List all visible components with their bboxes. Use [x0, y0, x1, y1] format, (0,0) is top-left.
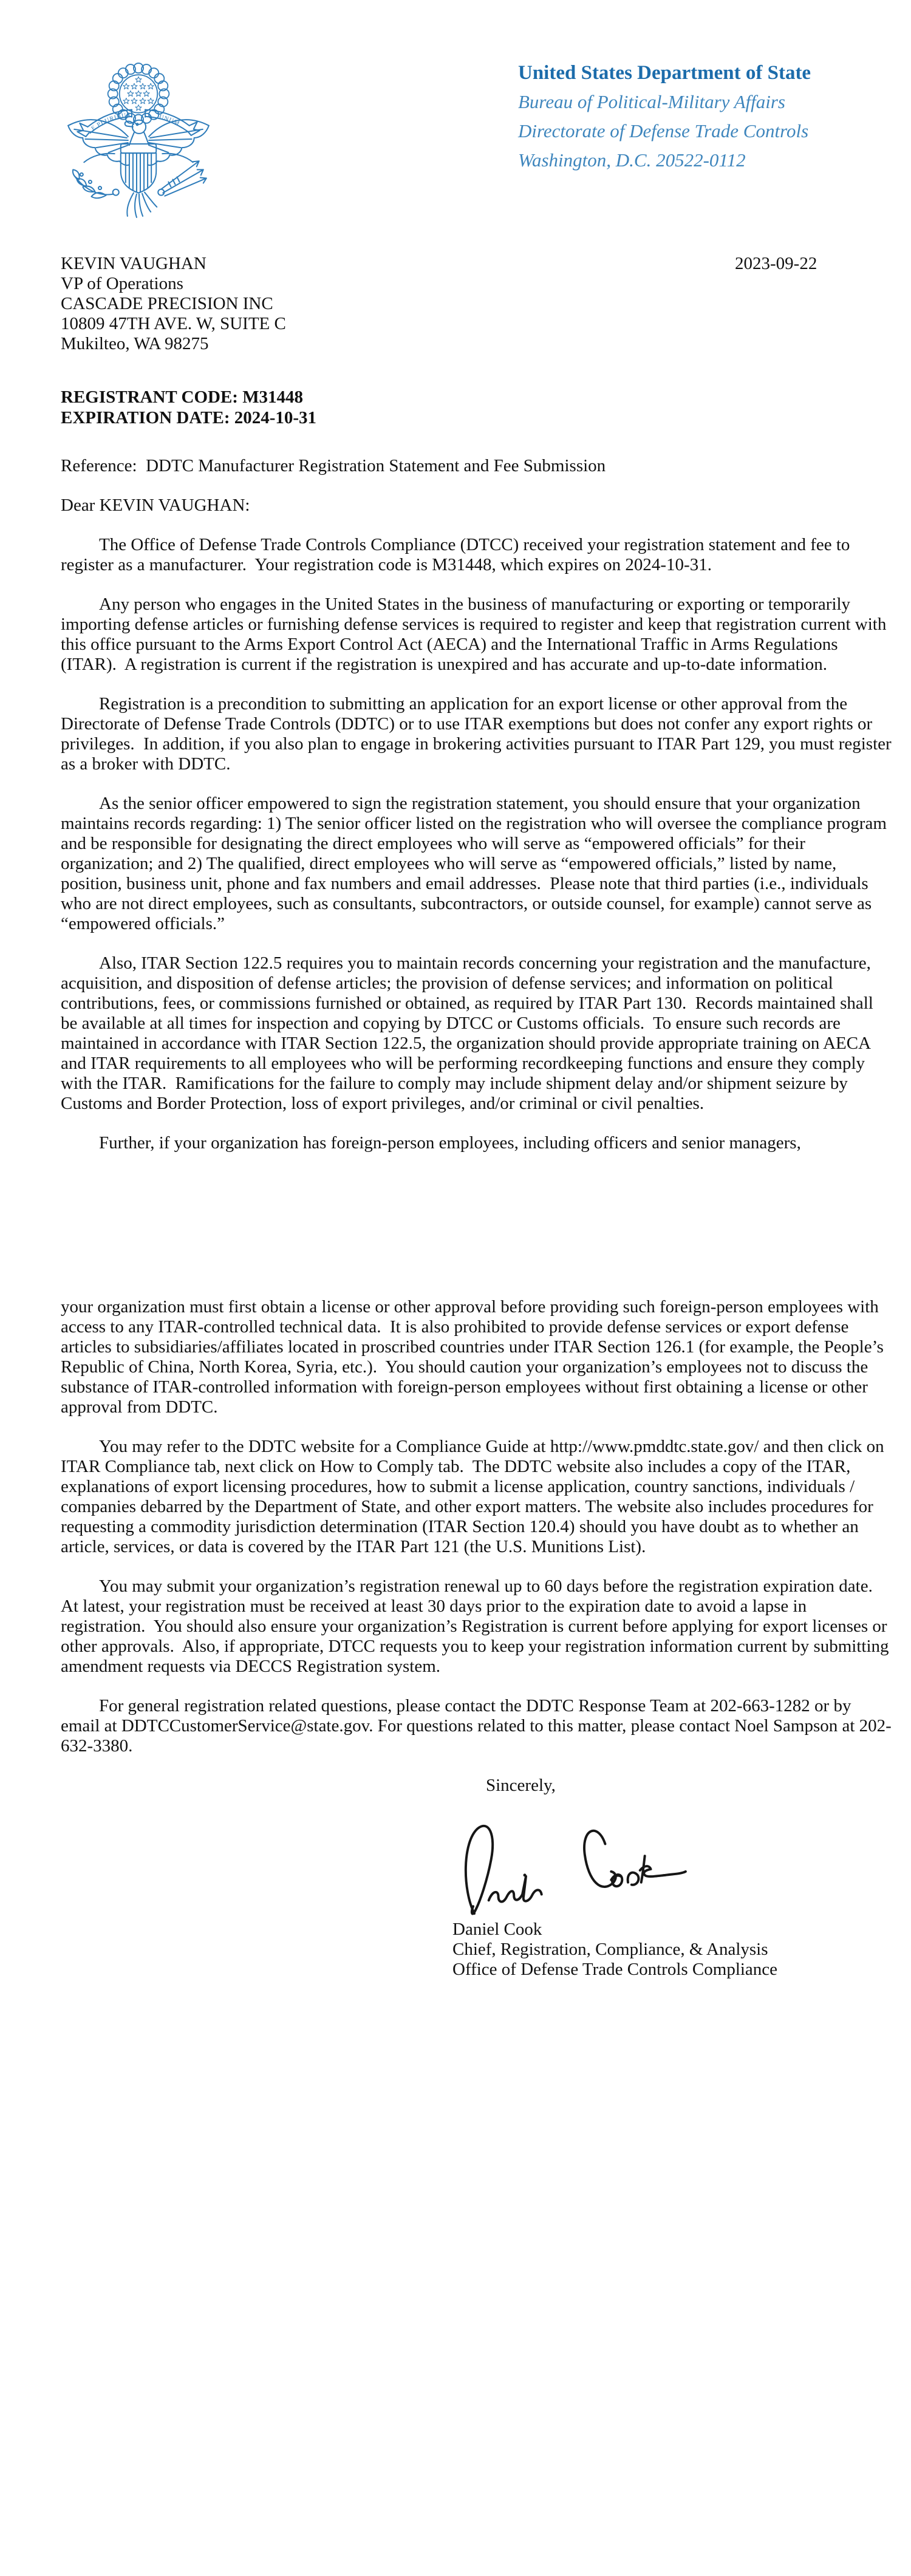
seal-shield: [121, 144, 156, 193]
letter-date: 2023-09-22: [735, 254, 817, 273]
recipient-company: CASCADE PRECISION INC: [61, 294, 273, 313]
letter-body: [61, 254, 896, 1980]
paragraph: Also, ITAR Section 122.5 requires you to maintain records concerning your registration and the manufacture, acquisition, and disposition of defense articles; the provision of defense services; and information on political contributions, fees, or commissions furnished or obtained, as required by ITAR Part 130. Records maintained shall be available at all times for inspection and copying by DTCC or Customs officials. To ensure such records are maintained in accordance with ITAR Section 122.5, the organization should provide appropriate training on AECA and ITAR requirements to all employees who will be performing recordkeeping functions and ensure they comply with the ITAR. Ramifications for the failure to comply may include shipment delay and/or shipment seizure by Customs and Border Protection, loss of export privileges, and/or criminal or civil penalties.: [61, 953, 878, 1113]
handwritten-signature-daniel-cook: [452, 1818, 701, 1920]
paragraph: You may refer to the DDTC website for a Compliance Guide at http://www.pmddtc.state.gov/ and then click on ITAR Compliance tab, next click on How to Comply tab. The DDTC website also includes a copy of the ITAR, explanations of export licensing procedures, how to submit a license application, country sanctions, individuals / companies debarred by the Department of State, and other export matters. The website also includes procedures for requesting a commodity jurisdiction determination (ITAR Section 120.4) should you have doubt as to whether an article, services, or data is covered by the ITAR Part 121 (the U.S. Munitions List).: [61, 1437, 889, 1556]
signer-office: Office of Defense Trade Controls Compliance: [452, 1960, 778, 1979]
paragraph: Registration is a precondition to submitting an application for an export license or other approval from the Directorate of Defense Trade Controls (DDTC) or to use ITAR exemptions but does not confer any export rights or privileges. In addition, if you also plan to engage in brokering activities pursuant to ITAR Part 129, you must register as a broker with DDTC.: [61, 694, 896, 774]
paragraph: The Office of Defense Trade Controls Compliance (DTCC) received your registration statement and fee to register as a manufacturer. Your registration code is M31448, which expires on 2024-10-31.: [61, 535, 855, 574]
registration-block: [61, 387, 892, 428]
signer-name: Daniel Cook: [452, 1920, 542, 1939]
expiration-date-line: EXPIRATION DATE: 2024-10-31: [61, 408, 317, 428]
closing-block: [452, 1776, 892, 1980]
paragraph: Any person who engages in the United States in the business of manufacturing or exporting or temporarily importing defense articles or furnishing defense services is required to register and keep that registration current with this office pursuant to the Arms Export Control Act (AECA) and the International Traffic in Arms Regulations (ITAR). A registration is current if the registration is unexpired and has accurate and up-to-date information.: [61, 595, 891, 674]
seal-motto-left: E PLURIBUS: [90, 111, 131, 132]
recipient-title: VP of Operations: [61, 274, 183, 293]
paragraph: For general registration related questions, please contact the DDTC Response Team at 202-663-1282 or by email at DDTCCustomerService@state.gov. For questions related to this matter, please contact Noel Sampson at 202-632-3380.: [61, 1696, 892, 1756]
seal-motto-right: UNUM: [158, 114, 181, 128]
paragraph-continuation: your organization must first obtain a license or other approval before providing such foreign-person employees with access to any ITAR-controlled technical data. It is also prohibited to provide defense services or export defense articles to subsidiaries/affiliates located in proscribed countries under ITAR Section 126.1 (for example, the People’s Republic of China, North Korea, Syria, etc.). You should caution your organization’s employees not to discuss the substance of ITAR-controlled information with foreign-person employees without first obtaining a license or other approval from DDTC.: [61, 1297, 889, 1417]
letterhead: [518, 58, 811, 175]
salutation: Dear KEVIN VAUGHAN:: [61, 496, 250, 515]
valediction: Sincerely,: [486, 1776, 556, 1795]
recipient-street: 10809 47TH AVE. W, SUITE C: [61, 314, 286, 333]
reference-line: Reference: DDTC Manufacturer Registration Statement and Fee Submission: [61, 456, 606, 475]
letterhead-department: United States Department of State: [518, 62, 811, 84]
recipient-block: [61, 254, 892, 354]
seal-tail: [127, 193, 157, 217]
letterhead-bureau: Bureau of Political-Military Affairs: [518, 91, 785, 112]
paragraph: As the senior officer empowered to sign the registration statement, you should ensure that your organization maintains records regarding: 1) The senior officer listed on the registration who will oversee the compliance program and be responsible for designating the direct employees who will serve as “empowered officials” for their organization; and 2) The qualified, direct employees who will serve as “empowered officials,” listed by name, position, business unit, phone and fax numbers and email addresses. Please note that third parties (i.e., individuals who are not direct employees, such as consultants, subcontractors, or outside counsel, for example) cannot serve as “empowered officials.”: [61, 794, 892, 933]
letterhead-address: Washington, D.C. 20522-0112: [518, 149, 746, 171]
seal-arrows: [161, 161, 206, 196]
letterhead-directorate: Directorate of Defense Trade Controls: [518, 120, 809, 141]
seal-olive-branch: [73, 169, 114, 198]
page-break-gap: [61, 1153, 892, 1278]
signer-block: [452, 1920, 892, 1980]
seal-eagle-head: [125, 120, 149, 145]
great-seal-icon: [56, 52, 221, 228]
signer-title: Chief, Registration, Compliance, & Analysis: [452, 1940, 768, 1959]
paragraph: Further, if your organization has foreign-person employees, including officers and senior managers,: [99, 1133, 801, 1153]
registrant-code-line: REGISTRANT CODE: M31448: [61, 387, 304, 407]
paragraph: You may submit your organization’s registration renewal up to 60 days before the registration expiration date. At latest, your registration must be received at least 30 days prior to the expiration date to avoid a lapse in registration. You should also ensure your organization’s Registration is current before applying for export licenses or other approvals. Also, if appropriate, DTCC requests you to keep your registration information current by submitting amendment requests via DECCS Registration system.: [61, 1576, 893, 1676]
recipient-name: KEVIN VAUGHAN: [61, 254, 206, 273]
recipient-city-state-zip: Mukilteo, WA 98275: [61, 334, 209, 353]
